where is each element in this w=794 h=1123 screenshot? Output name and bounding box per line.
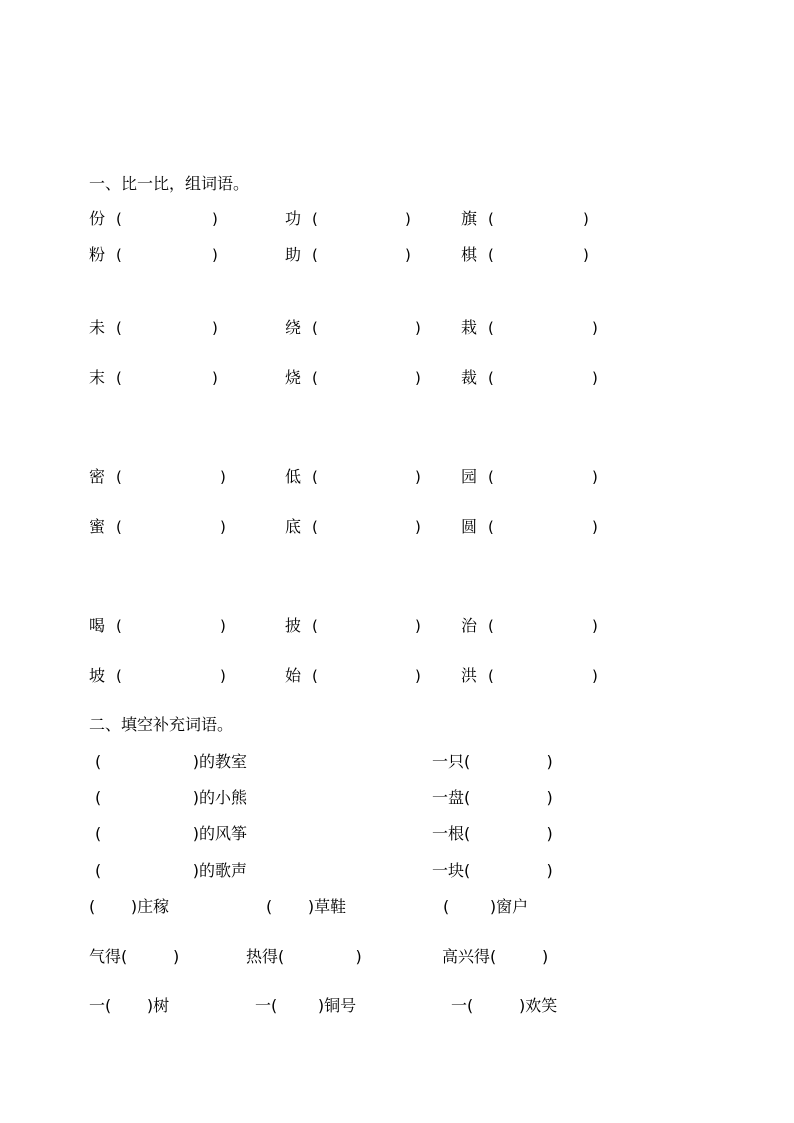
- open-paren-g4-r1-c2: (: [312, 617, 318, 635]
- compare-char-g4-r1-c2: 披: [285, 616, 302, 635]
- open-paren-g4-r1-c3: (: [488, 617, 494, 635]
- compare-char-g4-r1-c1: 喝: [89, 616, 106, 635]
- compare-char-g3-r1-c1: 密: [89, 467, 106, 486]
- section2-heading: 二、填空补充词语。: [89, 715, 234, 734]
- compare-char-g3-r1-c3: 园: [461, 467, 478, 486]
- open-paren-g3-r1-c3: (: [488, 468, 494, 486]
- open-paren-g4-r2-c2: (: [312, 667, 318, 685]
- close-paren-g1-r1-c3: ): [583, 210, 589, 228]
- close-paren-g4-r2-c1: ): [220, 667, 226, 685]
- open-paren-g3-r2-c3: (: [488, 518, 494, 536]
- open-paren-g2-r1-c1: (: [116, 319, 122, 337]
- open-paren-g2-r2-c3: (: [488, 369, 494, 387]
- compare-char-g1-r2-c3: 棋: [461, 245, 478, 264]
- compare-char-g1-r2-c2: 助: [285, 245, 302, 264]
- section1-heading: 一、比一比，组词语。: [89, 174, 250, 193]
- fill-row-1-right: 一只( ): [432, 752, 553, 771]
- close-paren-g1-r2-c1: ): [212, 246, 218, 264]
- open-paren-g1-r1-c1: (: [116, 210, 122, 228]
- close-paren-g4-r1-c3: ): [592, 617, 598, 635]
- fill-line-b-2: 热得( ): [246, 947, 362, 966]
- fill-line-a-3: ( )窗户: [443, 897, 529, 916]
- compare-char-g3-r1-c2: 低: [285, 467, 302, 486]
- close-paren-g1-r1-c2: ): [405, 210, 411, 228]
- compare-char-g3-r2-c3: 圆: [461, 517, 478, 536]
- close-paren-g4-r1-c2: ): [415, 617, 421, 635]
- close-paren-g2-r2-c3: ): [592, 369, 598, 387]
- compare-char-g2-r1-c1: 未: [89, 318, 106, 337]
- close-paren-g4-r1-c1: ): [220, 617, 226, 635]
- compare-char-g2-r1-c2: 绕: [285, 318, 302, 337]
- fill-row-1-left: ( )的教室: [95, 752, 248, 771]
- compare-char-g2-r2-c1: 末: [89, 368, 106, 387]
- fill-row-3-left: ( )的风筝: [95, 824, 248, 843]
- close-paren-g4-r2-c2: ): [415, 667, 421, 685]
- open-paren-g2-r2-c1: (: [116, 369, 122, 387]
- close-paren-g2-r1-c1: ): [212, 319, 218, 337]
- open-paren-g1-r1-c3: (: [488, 210, 494, 228]
- compare-char-g4-r2-c3: 洪: [461, 666, 478, 685]
- open-paren-g2-r1-c2: (: [312, 319, 318, 337]
- open-paren-g4-r1-c1: (: [116, 617, 122, 635]
- compare-char-g3-r2-c2: 底: [285, 517, 302, 536]
- close-paren-g3-r1-c2: ): [415, 468, 421, 486]
- open-paren-g4-r2-c1: (: [116, 667, 122, 685]
- close-paren-g1-r1-c1: ): [212, 210, 218, 228]
- compare-char-g2-r2-c3: 裁: [461, 368, 478, 387]
- close-paren-g3-r1-c1: ): [220, 468, 226, 486]
- open-paren-g1-r2-c2: (: [312, 246, 318, 264]
- close-paren-g1-r2-c2: ): [405, 246, 411, 264]
- open-paren-g3-r1-c2: (: [312, 468, 318, 486]
- compare-char-g4-r2-c1: 坡: [89, 666, 106, 685]
- open-paren-g2-r1-c3: (: [488, 319, 494, 337]
- fill-line-b-1: 气得( ): [89, 947, 180, 966]
- close-paren-g1-r2-c3: ): [583, 246, 589, 264]
- open-paren-g1-r1-c2: (: [312, 210, 318, 228]
- compare-char-g4-r1-c3: 治: [461, 616, 478, 635]
- compare-char-g1-r2-c1: 粉: [89, 245, 106, 264]
- compare-char-g2-r1-c3: 栽: [461, 318, 478, 337]
- open-paren-g2-r2-c2: (: [312, 369, 318, 387]
- close-paren-g2-r1-c2: ): [415, 319, 421, 337]
- open-paren-g3-r2-c1: (: [116, 518, 122, 536]
- fill-line-c-3: 一( )欢笑: [451, 996, 558, 1015]
- fill-row-3-right: 一根( ): [432, 824, 553, 843]
- fill-line-a-1: ( )庄稼: [89, 897, 170, 916]
- open-paren-g1-r2-c1: (: [116, 246, 122, 264]
- fill-row-4-right: 一块( ): [432, 861, 553, 880]
- close-paren-g3-r2-c1: ): [220, 518, 226, 536]
- close-paren-g2-r2-c1: ): [212, 369, 218, 387]
- open-paren-g1-r2-c3: (: [488, 246, 494, 264]
- compare-char-g4-r2-c2: 始: [285, 666, 302, 685]
- compare-char-g1-r1-c2: 功: [285, 209, 302, 228]
- fill-line-c-1: 一( )树: [89, 996, 170, 1015]
- open-paren-g3-r1-c1: (: [116, 468, 122, 486]
- fill-line-a-2: ( )草鞋: [266, 897, 347, 916]
- close-paren-g3-r2-c2: ): [415, 518, 421, 536]
- close-paren-g2-r2-c2: ): [415, 369, 421, 387]
- fill-line-c-2: 一( )铜号: [255, 996, 357, 1015]
- close-paren-g3-r2-c3: ): [592, 518, 598, 536]
- close-paren-g2-r1-c3: ): [592, 319, 598, 337]
- compare-char-g2-r2-c2: 烧: [285, 368, 302, 387]
- fill-line-b-3: 高兴得( ): [442, 947, 549, 966]
- compare-char-g3-r2-c1: 蜜: [89, 517, 106, 536]
- compare-char-g1-r1-c3: 旗: [461, 209, 478, 228]
- close-paren-g4-r2-c3: ): [592, 667, 598, 685]
- fill-row-2-right: 一盘( ): [432, 788, 553, 807]
- fill-row-2-left: ( )的小熊: [95, 788, 248, 807]
- open-paren-g4-r2-c3: (: [488, 667, 494, 685]
- fill-row-4-left: ( )的歌声: [95, 861, 248, 880]
- compare-char-g1-r1-c1: 份: [89, 209, 106, 228]
- open-paren-g3-r2-c2: (: [312, 518, 318, 536]
- close-paren-g3-r1-c3: ): [592, 468, 598, 486]
